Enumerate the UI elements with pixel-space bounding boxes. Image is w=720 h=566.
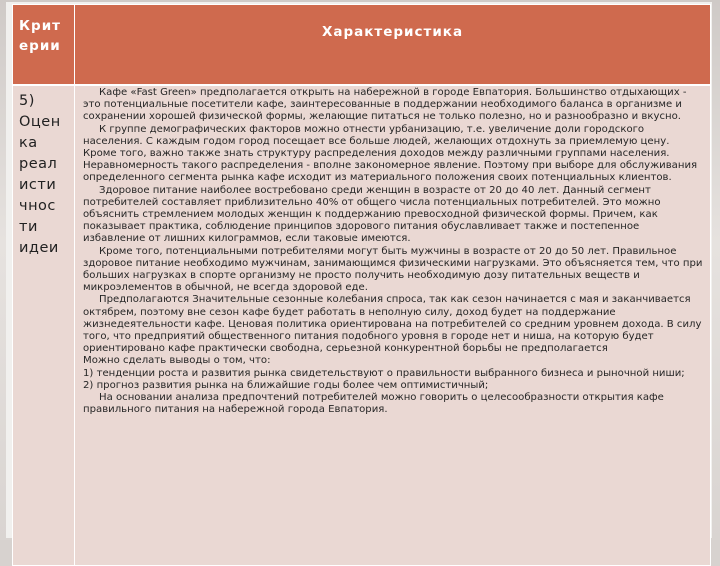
table-header-row: [13, 5, 711, 86]
paragraph: Кафе «Fast Green» предполагается открыть на набережной в городе Евпатория. Большинство отдыхающих - это потенциальные посетители кафе, заинтересованные в поддержании необходимого баланса в организме и сохранении хорошей физической формы, желающие питаться не только полезно, но и разнообразно и вкусно.: [83, 87, 687, 123]
paragraph: На основании анализа предпочтений потребителей можно говорить о целесообразности открытия кафе правильного питания на набережной города Евпатория.: [83, 392, 664, 416]
criteria-header-label: Крит ерии: [19, 18, 61, 54]
paragraph: Здоровое питание наиболее востребовано среди женщин в возрасте от 20 до 40 лет. Данный сегмент потребителей составляет приблизительно 40% от общего числа потенциальных потребителей. Это можно объяснить стремлением молодых женщин к поддержанию превосходной физической формы. Причем, как показывает практика, соблюдение принципов здорового питания обуславливает также и постепенное избавление от лишних килограммов, если таковые имеются.: [83, 184, 661, 245]
paragraph: К группе демографических факторов можно отнести урбанизацию, т.е. увеличение доли городского населения. С каждым годом город посещает все больше людей, желающих отдохнуть за приемлемую цену. Кроме того, важно также знать структуру распределения доходов между различными группами населения. Неравномерность такого распределения - вполне закономерное явление. Поэтому при выборе для обслуживания определенного сегмента рынка кафе исходит из материального положения своих потенциальных клиентов.: [83, 123, 698, 184]
paragraph: Кроме того, потенциальными потребителями могут быть мужчины в возрасте от 20 до 50 лет. Правильное здоровое питание необходимо мужчинам, занимающимся физическими нагрузками. Это объясняется тем, что при больших нагрузках в спорте организму не просто получить необходимую дозу питательных веществ и микроэлементов в обычной, не всегда здоровой еде.: [83, 245, 703, 294]
paragraph: Предполагаются Значительные сезонные колебания спроса, так как сезон начинается с мая и заканчивается октябрем, поэтому вне сезон кафе будет работать в неполную силу, доход будет на поддержание жизнедеятельности кафе. Ценовая политика ориентирована на потребителей со средним уровнем дохода. В силу того, что предприятий общественного питания подобного уровня в городе нет и ниша, на которую будет ориентировано кафе практически свободна, серьезной конкурентной борьбы не предполагается: [83, 294, 702, 355]
criterion-cell: [13, 85, 75, 566]
table-row: [13, 85, 711, 566]
characteristic-header-label: Характеристика: [321, 24, 464, 40]
paragraph: Можно сделать выводы о том, что:: [83, 355, 271, 367]
characteristic-cell: [75, 85, 711, 566]
paragraph: 1) тенденции роста и развития рынка свидетельствуют о правильности выбранного бизнеса и рыночной ниши;: [83, 367, 685, 379]
criterion-label: 5) Оцен ка реал исти чнос ти идеи: [19, 93, 61, 256]
paragraph: 2) прогноз развития рынка на ближайшие годы более чем оптимистичный;: [83, 379, 489, 391]
characteristic-header: [75, 5, 711, 86]
criteria-header: [13, 5, 75, 86]
criteria-table: [12, 4, 711, 566]
